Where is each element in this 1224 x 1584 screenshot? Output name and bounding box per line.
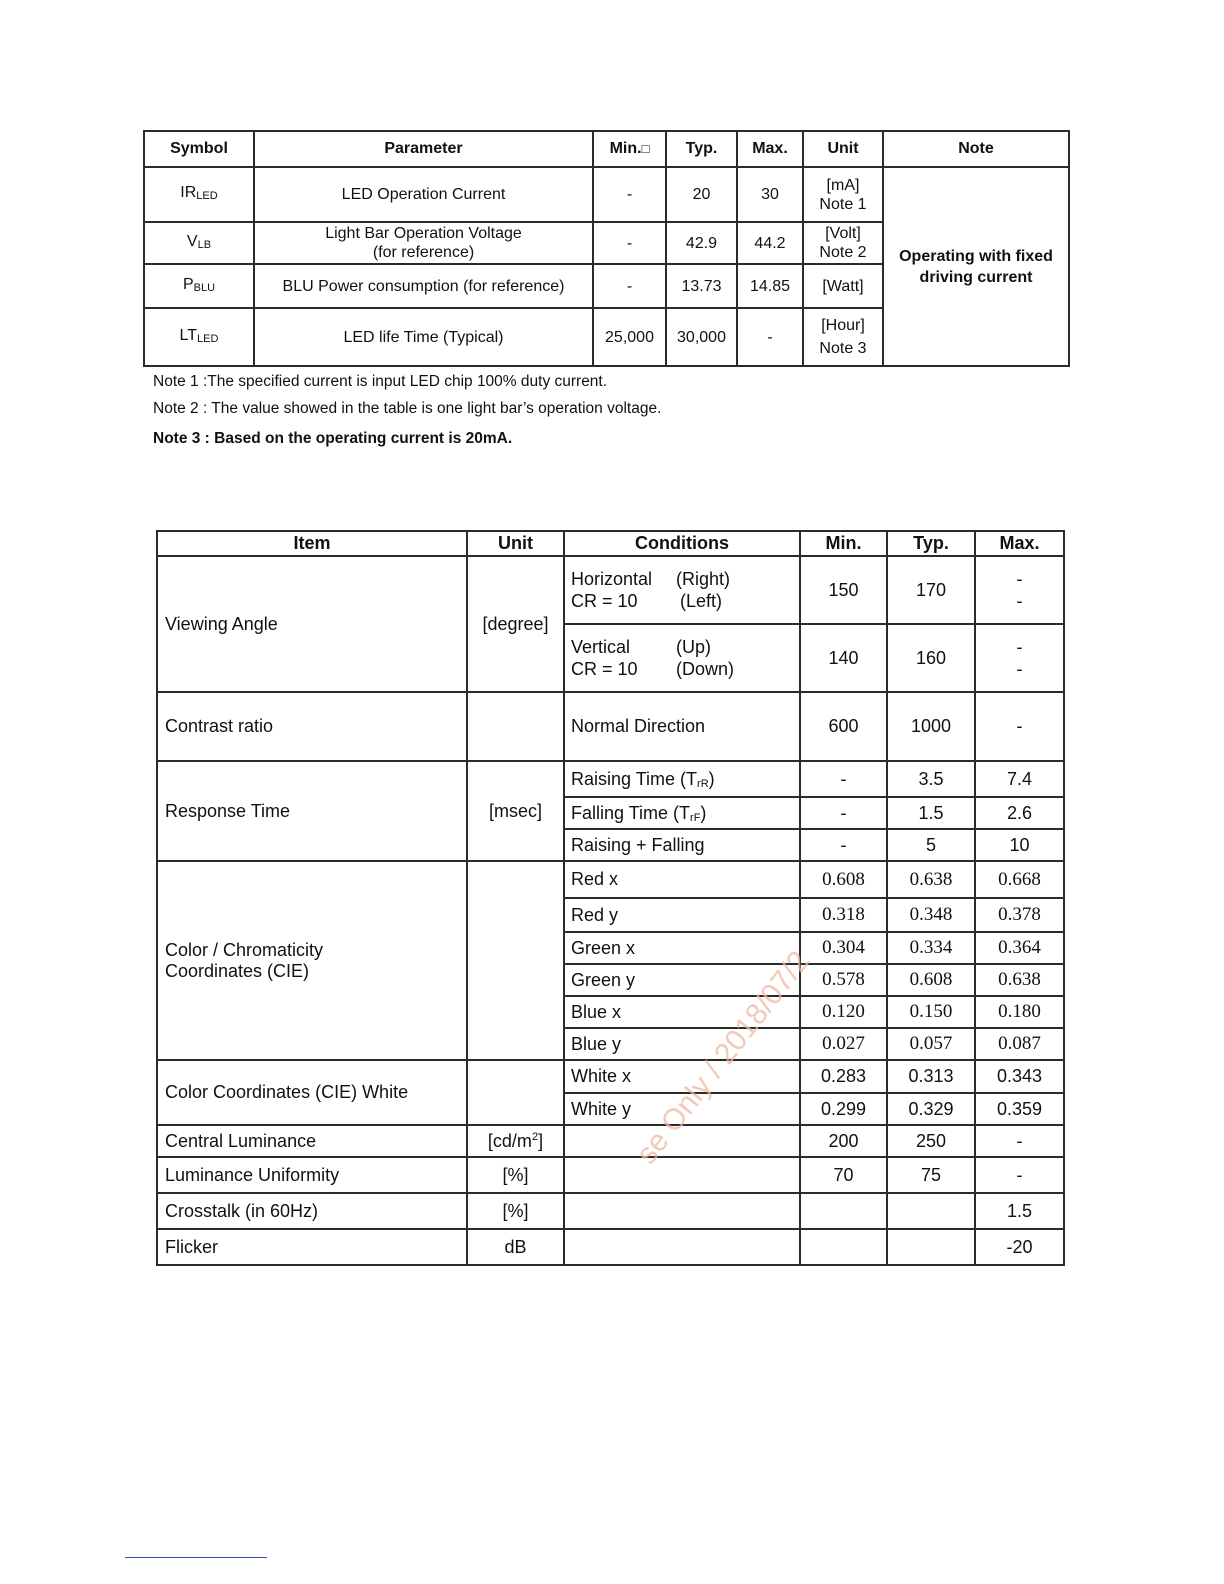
condition-cell: White y [564,1093,800,1125]
parameter-cell: LED Operation Current [254,167,593,222]
min-cell: - [800,761,887,797]
header-max: Max. [975,531,1064,556]
max-cell: - [975,1157,1064,1193]
condition-cell: White x [564,1060,800,1093]
typ-cell: 5 [887,829,975,861]
header-item: Item [157,531,467,556]
max-cell: 44.2 [737,222,803,264]
condition-cell [564,1193,800,1229]
max-cell: 14.85 [737,264,803,308]
unit-cell: [Watt] [803,264,883,308]
table-row [157,1125,1064,1157]
missing-glyph: □ [641,141,650,156]
typ-cell: 160 [887,624,975,692]
typ-cell: 30,000 [666,308,737,366]
table-row [157,1193,1064,1229]
typ-cell: 0.329 [887,1093,975,1125]
table-header-row [144,131,1069,167]
min-cell: 200 [800,1125,887,1157]
unit-cell: [mA] Note 1 [803,167,883,222]
parameter-cell: Light Bar Operation Voltage (for reference) [254,222,593,264]
footer-link-underline [125,1557,267,1558]
max-cell: 0.364 [975,932,1064,964]
min-cell: - [800,797,887,829]
table-header-row [157,531,1064,556]
min-cell: 0.578 [800,964,887,996]
unit-cell: [%] [467,1157,564,1193]
typ-cell: 75 [887,1157,975,1193]
condition-cell: Green x [564,932,800,964]
item-crosstalk: Crosstalk (in 60Hz) [157,1193,467,1229]
symbol-cell: $V_{LB}$ [144,222,254,264]
footnote-2: Note 2 : The value showed in the table is one light bar’s operation voltage. [153,400,662,417]
footnote-3: Note 3 : Based on the operating current is 20mA. [153,430,513,447]
header-unit: Unit [803,131,883,167]
condition-cell [564,1125,800,1157]
optical-spec-table [156,530,1065,1266]
item-contrast-ratio: Contrast ratio [157,692,467,761]
min-cell: 70 [800,1157,887,1193]
max-cell: - - [975,624,1064,692]
max-cell: 0.378 [975,898,1064,932]
condition-cell: Red y [564,898,800,932]
typ-cell: 1000 [887,692,975,761]
symbol-cell: $LT_{LED}$ [144,308,254,366]
condition-cell: Raising + Falling [564,829,800,861]
typ-cell: 0.313 [887,1060,975,1093]
condition-horizontal: Horizontal (Right) CR = 10 (Left) [564,556,800,624]
typ-cell: 13.73 [666,264,737,308]
typ-cell: 0.638 [887,861,975,898]
max-cell: - - [975,556,1064,624]
unit-cell: [msec] [467,761,564,861]
condition-cell: Falling Time $(T_{rF})$ [564,797,800,829]
unit-cell: [Volt] Note 2 [803,222,883,264]
table-row [157,1060,1064,1093]
table-row [144,167,1069,222]
symbol-cell: $IR_{LED}$ [144,167,254,222]
typ-cell: 3.5 [887,761,975,797]
typ-cell: 20 [666,167,737,222]
typ-cell: 0.150 [887,996,975,1028]
typ-cell [887,1229,975,1265]
typ-cell: 1.5 [887,797,975,829]
condition-cell: Green y [564,964,800,996]
symbol-cell: $P_{BLU}$ [144,264,254,308]
table-row [157,692,1064,761]
header-note: Note [883,131,1069,167]
note-cell: Operating with fixed driving current [883,167,1069,366]
typ-cell: 42.9 [666,222,737,264]
table-row [157,556,1064,624]
header-conditions: Conditions [564,531,800,556]
min-cell: 0.120 [800,996,887,1028]
min-cell: 140 [800,624,887,692]
typ-cell: 0.348 [887,898,975,932]
condition-cell: Normal Direction [564,692,800,761]
min-cell [800,1193,887,1229]
watermark: se Only / 2018/07/2 [630,944,817,1171]
typ-cell [887,1193,975,1229]
table-row [157,761,1064,797]
table-row [157,861,1064,898]
unit-cell [467,692,564,761]
max-cell: 7.4 [975,761,1064,797]
unit-cell: [Hour] Note 3 [803,308,883,366]
header-unit: Unit [467,531,564,556]
condition-cell [564,1229,800,1265]
max-cell: 0.638 [975,964,1064,996]
condition-cell: Red x [564,861,800,898]
parameter-cell: LED life Time (Typical) [254,308,593,366]
unit-cell: $[cd/m^2]$ [467,1125,564,1157]
min-cell [800,1229,887,1265]
typ-cell: 0.608 [887,964,975,996]
max-cell: - [975,1125,1064,1157]
header-min: Min.□ [593,131,666,167]
item-luminance-uniformity: Luminance Uniformity [157,1157,467,1193]
unit-cell [467,861,564,1060]
table-row [157,1157,1064,1193]
condition-cell [564,1157,800,1193]
header-symbol: Symbol [144,131,254,167]
typ-cell: 170 [887,556,975,624]
min-cell: 25,000 [593,308,666,366]
min-cell: - [593,222,666,264]
condition-vertical: Vertical (Up) CR = 10 (Down) [564,624,800,692]
max-cell: - [975,692,1064,761]
header-typ: Typ. [666,131,737,167]
min-cell: 600 [800,692,887,761]
unit-cell: [degree] [467,556,564,692]
max-cell: - [737,308,803,366]
table-row [157,1229,1064,1265]
typ-cell: 0.057 [887,1028,975,1060]
header-min: Min. [800,531,887,556]
min-cell: 0.283 [800,1060,887,1093]
max-cell: 0.668 [975,861,1064,898]
min-cell: 0.318 [800,898,887,932]
item-white-coordinates: Color Coordinates (CIE) White [157,1060,467,1125]
footnote-1: Note 1 :The specified current is input LED chip 100% duty current. [153,373,608,390]
item-viewing-angle: Viewing Angle [157,556,467,692]
min-cell: 150 [800,556,887,624]
header-max: Max. [737,131,803,167]
max-cell: 1.5 [975,1193,1064,1229]
condition-cell: Blue y [564,1028,800,1060]
unit-cell: dB [467,1229,564,1265]
item-chromaticity: Color / Chromaticity Coordinates (CIE) [157,861,467,1060]
min-cell: - [800,829,887,861]
max-cell: -20 [975,1229,1064,1265]
min-cell: - [593,167,666,222]
min-cell: - [593,264,666,308]
min-cell: 0.299 [800,1093,887,1125]
max-cell: 2.6 [975,797,1064,829]
typ-cell: 0.334 [887,932,975,964]
min-cell: 0.304 [800,932,887,964]
condition-cell: Blue x [564,996,800,1028]
max-cell: 30 [737,167,803,222]
item-central-luminance: Central Luminance [157,1125,467,1157]
header-typ: Typ. [887,531,975,556]
max-cell: 0.087 [975,1028,1064,1060]
header-parameter: Parameter [254,131,593,167]
led-spec-table [143,130,1070,367]
max-cell: 0.359 [975,1093,1064,1125]
item-flicker: Flicker [157,1229,467,1265]
unit-cell [467,1060,564,1125]
parameter-cell: BLU Power consumption (for reference) [254,264,593,308]
min-cell: 0.027 [800,1028,887,1060]
condition-cell: Raising Time $(T_{rR})$ [564,761,800,797]
max-cell: 10 [975,829,1064,861]
unit-cell: [%] [467,1193,564,1229]
max-cell: 0.180 [975,996,1064,1028]
item-response-time: Response Time [157,761,467,861]
min-cell: 0.608 [800,861,887,898]
typ-cell: 250 [887,1125,975,1157]
max-cell: 0.343 [975,1060,1064,1093]
